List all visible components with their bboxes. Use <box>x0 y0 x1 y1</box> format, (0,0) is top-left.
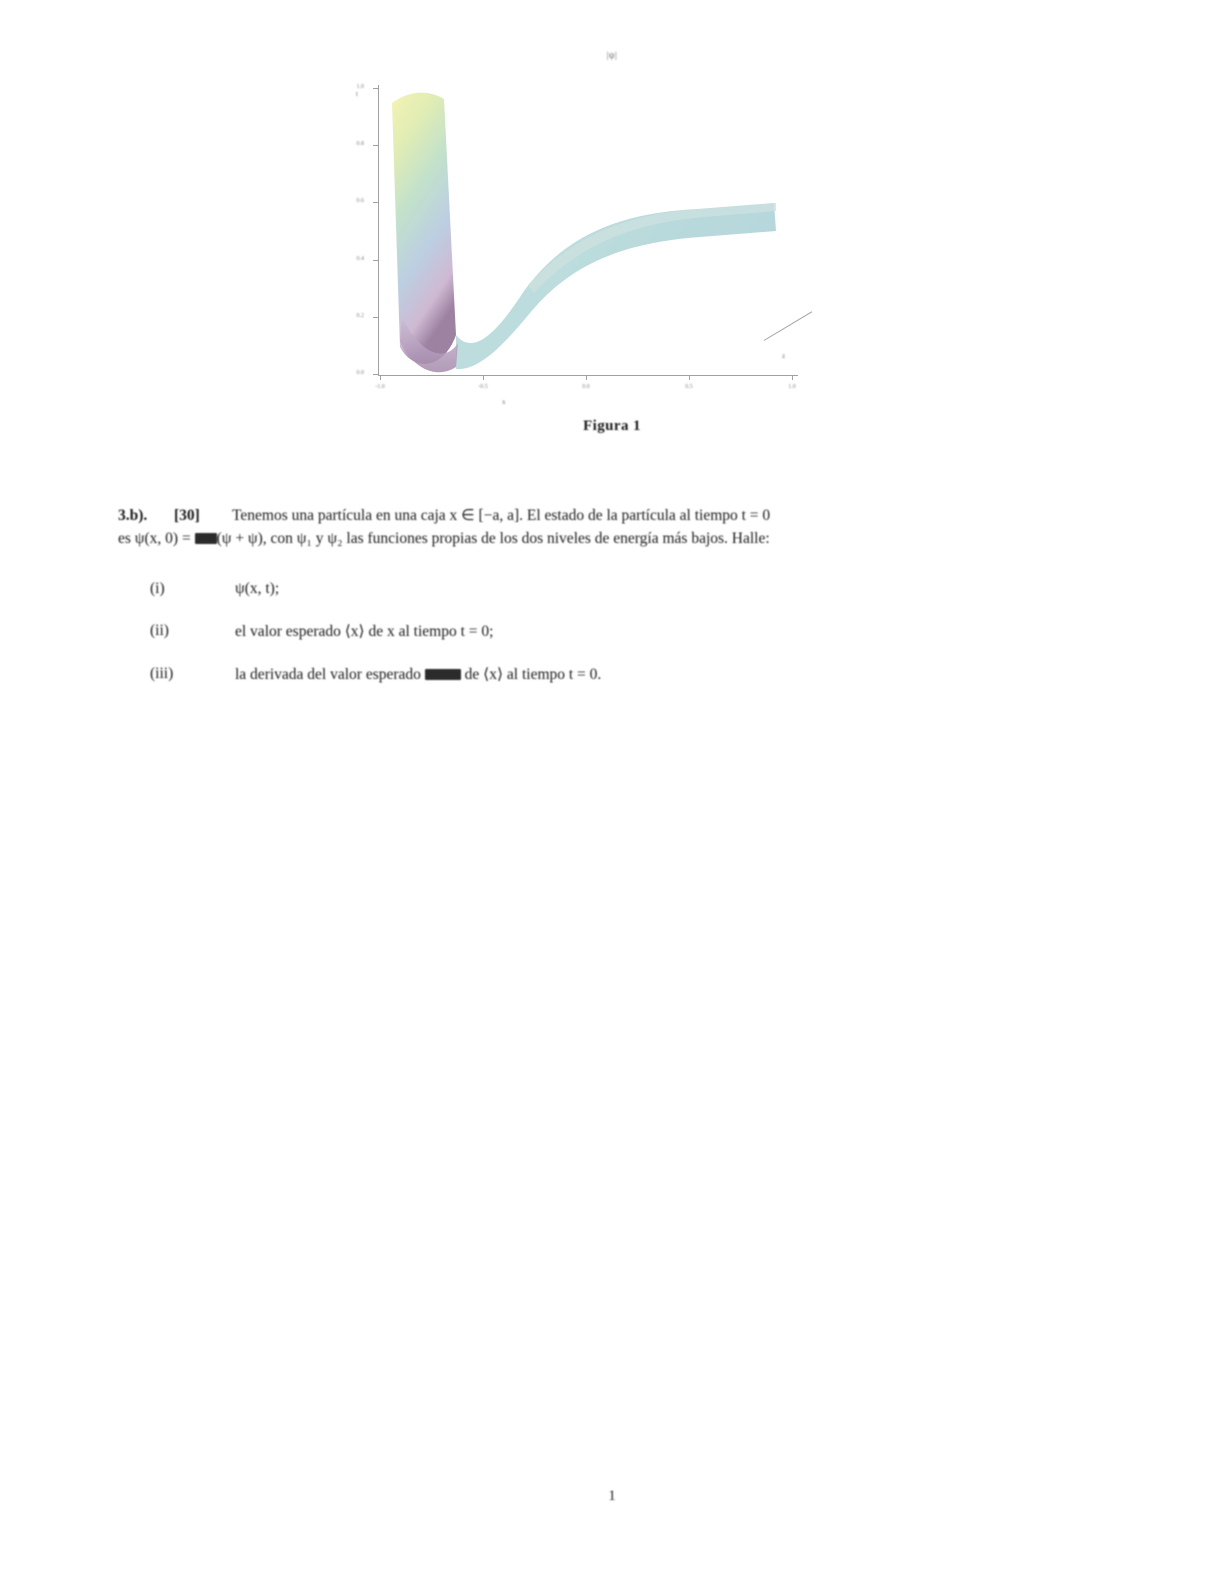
x-tick-label: 1.0 <box>788 384 796 390</box>
redacted-mark <box>195 533 217 544</box>
y-tick-label: 0.6 <box>356 198 364 204</box>
figure-caption: Figura 1 <box>583 418 641 434</box>
problem-statement <box>118 505 1108 551</box>
problem-line-1: Tenemos una partícula en una caja x ∈ [−a, a]. El estado de la partícula al tiempo t = 0 <box>232 507 771 524</box>
list-item <box>150 665 1110 684</box>
problem-line-2-mid: (ψ <box>216 530 232 548</box>
y-tick-label: 0.4 <box>356 256 364 262</box>
figure-plot <box>352 40 872 406</box>
y-tick-label: 0.0 <box>356 370 364 376</box>
item-text: ψ(x, t); <box>235 580 280 597</box>
item-text-part-b: de ⟨x⟩ al tiempo t = 0. <box>460 666 602 683</box>
item-label: (iii) <box>150 665 174 682</box>
z-axis-label: z <box>782 352 786 360</box>
x-tick-label: 0.0 <box>582 384 590 390</box>
item-label: (ii) <box>150 622 169 639</box>
page-number: 1 <box>608 1488 616 1504</box>
item-text-part-a: la derivada del valor esperado <box>235 666 425 683</box>
problem-points: [30] <box>174 507 200 524</box>
figure-block <box>0 40 1224 435</box>
y-tick-label: 0.2 <box>356 313 364 319</box>
x-tick-label: -0.5 <box>478 384 488 390</box>
plot-title: |ψ| <box>606 50 618 60</box>
problem-line-2-pre: es ψ(x, 0) = <box>118 530 195 548</box>
item-label: (i) <box>150 580 165 597</box>
problem-line-2-tail: ), con ψ₁ y ψ₂ las funciones propias de los dos niveles de energía más bajos. Halle: <box>257 530 770 548</box>
y-tick-label: 0.8 <box>356 141 364 147</box>
x-tick-label: 0.5 <box>685 384 693 390</box>
problem-number: 3.b). <box>118 507 148 524</box>
list-item <box>150 622 1110 641</box>
x-tick-label: -1.0 <box>375 384 385 390</box>
y-axis-label: t <box>356 90 358 98</box>
problem-items <box>150 580 1110 708</box>
problem-line-2-post: + ψ <box>231 530 258 548</box>
redacted-mark <box>425 669 461 680</box>
item-text <box>235 665 1110 684</box>
item-text: el valor esperado ⟨x⟩ de x al tiempo t = 0; <box>235 623 494 640</box>
x-axis-label: x <box>502 398 506 406</box>
y-tick-label: 1.0 <box>356 84 364 90</box>
list-item <box>150 580 1110 598</box>
surface-plot <box>378 85 838 380</box>
problem-line-2 <box>118 528 1108 550</box>
